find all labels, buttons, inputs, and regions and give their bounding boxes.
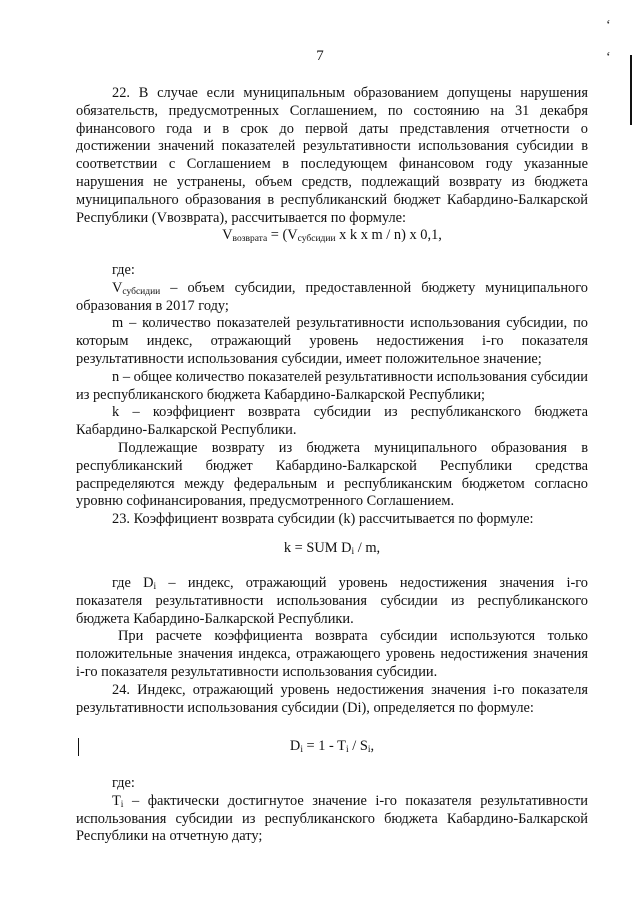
scan-mark-top: ‘ [606,18,611,33]
paragraph-24: 24. Индекс, отражающий уровень недостижения значения i-го показателя результативности использования субсидии (Di), определяется по формуле: [76,681,588,716]
formula-v-vozvrata: $V_{возврата} = (V_{субсидии}$ x k x m / n) x 0,1, [222,227,442,245]
formula-d: $D_i = 1 - T_i / S_i$, [289,738,375,755]
definition-v-subsidy: $V_{субсидии}$ – объем субсидии, предоставленной бюджету муниципального образования в 2017 году; [76,279,588,314]
block-para22 [76,85,588,245]
block-formula-d [76,738,588,756]
paragraph-23: 23. Коэффициент возврата субсидии (k) рассчитывается по формуле: [112,511,534,528]
block-formula-k [76,540,588,558]
paragraph-22: 22. В случае если муниципальным образованием допущены нарушения обязательств, предусмотренных Соглашением, по состоянию на 31 декабря финансового года и в срок до первой даты представления отчетности о достижении значений показателей результативности использования субсидии в соответствии с Соглашением в последующем финансовом году указанные нарушения не устранены, объем средств, подлежащий возврату из бюджета муниципального образования в республиканский бюджет Кабардино-Балкарской Республики (Vвозврата), рассчитывается по формуле: [76,85,588,226]
definition-m: m – количество показателей результативности использования субсидии, по которым индекс, отражающий уровень недостижения i-го показателя результативности использования субсидии, имеет положительное значение; [76,315,588,367]
formula-k: k = SUM $D_i$ / m, [283,540,381,557]
definition-k: k – коэффициент возврата субсидии из республиканского бюджета Кабардино-Балкарской Республики. [76,404,588,439]
scan-edge-line [630,55,632,125]
where-label-1: где: [112,262,135,278]
paragraph-return-distribution: Подлежащие возврату из бюджета муниципального образования в республиканский бюджет Кабардино-Балкарской Республики средства распределяются между федеральным и республиканским бюджетом согласно уровню софинансирования, предусмотренного Соглашением. [76,439,588,510]
definition-n: n – общее количество показателей результативности использования субсидии из республиканского бюджета Кабардино-Балкарской Республики; [76,368,588,403]
paragraph-positive-values: При расчете коэффициента возврата субсидии используются только положительные значения индекса, отражающего уровень недостижения значения i-го показателя результативности использования субсидии. [76,628,588,680]
definition-t: $T_i$ – фактически достигнутое значение i-го показателя результативности использования субсидии из республиканского бюджета Кабардино-Балкарской Республики на отчетную дату; [76,792,588,845]
where-label-2: где: [112,775,135,791]
definition-d: где $D_i$ – индекс, отражающий уровень недостижения значения i-го показателя результативности использования субсидии из республиканского бюджета Кабардино-Балкарской Республики. [76,575,589,627]
page-number: 7 [316,48,324,64]
scan-mark-middle: ‘ [606,50,611,65]
block-definitions-1 [76,262,588,529]
block-definitions-3 [76,775,588,846]
block-definitions-2 [76,575,588,717]
